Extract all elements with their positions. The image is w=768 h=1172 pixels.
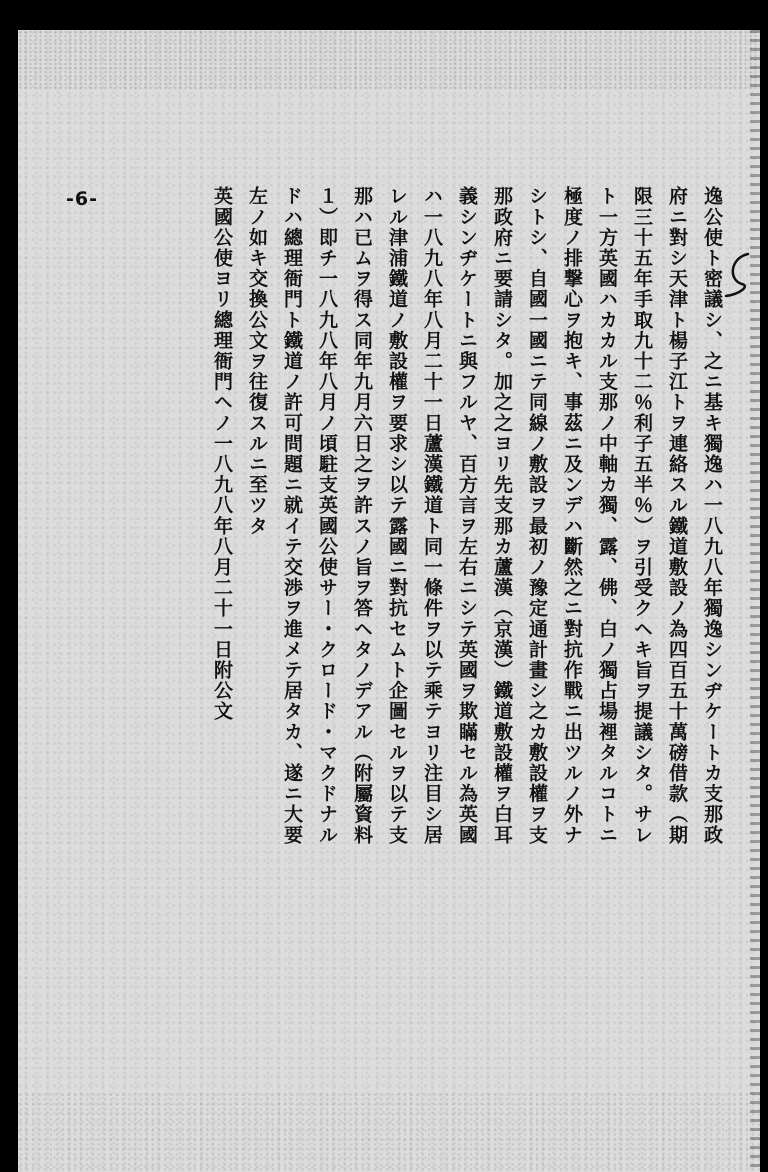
page-number: -6- xyxy=(66,188,98,210)
text-column-5: 極度ノ排撃心ヲ抱キ、事茲ニ及ンデハ斷然之ニ對抗作戰ニ出ツルノ外ナ xyxy=(561,186,583,846)
torn-right-edge xyxy=(750,30,760,1172)
text-column-8: 義シンヂケートニ與フルヤ、百方言ヲ左右ニシテ英國ヲ欺瞞セル為英國 xyxy=(456,186,478,846)
text-column-7: 那政府ニ要請シタ。加之之ヨリ先支那カ蘆漢（京漢）鐵道敷設權ヲ白耳 xyxy=(491,186,513,846)
text-column-2: 府ニ對シ天津ト楊子江トヲ連絡スル鐵道敷設ノ為四百五十萬磅借款（期 xyxy=(666,186,688,846)
text-column-9: ハ一八九八年八月二十一日蘆漢鐵道ト同一條件ヲ以テ乘テヨリ注目シ居 xyxy=(421,186,443,846)
text-column-14: 左ノ如キ交換公文ヲ往復スルニ至ツタ xyxy=(246,186,268,537)
text-column-12: １）即チ一八九八年八月ノ頃駐支英國公使サー・クロード・マクドナル xyxy=(316,186,338,846)
text-column-10: レル津浦鐵道ノ敷設權ヲ要求シ以テ露國ニ對抗セムト企圖セルヲ以テ支 xyxy=(386,186,408,846)
text-column-3: 限三十五年手取九十二％利子五半％）ヲ引受クヘキ旨ヲ提議シタ。サレ xyxy=(631,186,653,846)
handwritten-margin-mark xyxy=(720,250,756,298)
text-column-13: ドハ總理衙門ト鐵道ノ許可問題ニ就イテ交渉ヲ進メテ居タカ、遂ニ大要 xyxy=(281,186,303,846)
text-column-1: 逸公使ト密議シ、之ニ基キ獨逸ハ一八九八年獨逸シンヂケートカ支那政 xyxy=(701,186,723,846)
text-column-11: 那ハ已ムヲ得ス同年九月六日之ヲ許スノ旨ヲ答ヘタノデアル（附屬資料 xyxy=(351,186,373,846)
text-column-15: 英國公使ヨリ總理衙門ヘノ一八九八年八月二十一日附公文 xyxy=(211,186,233,722)
text-column-4: ト一方英國ハカカル支那ノ中軸カ獨、露、佛、白ノ獨占場裡タルコトニ xyxy=(596,186,618,846)
text-column-6: シトシ、自國一國ニテ同線ノ敷設ヲ最初ノ豫定通計畫シ之カ敷設權ヲ支 xyxy=(526,186,548,846)
scan-noise-bottom xyxy=(18,1092,760,1172)
scan-noise-top xyxy=(18,30,760,90)
